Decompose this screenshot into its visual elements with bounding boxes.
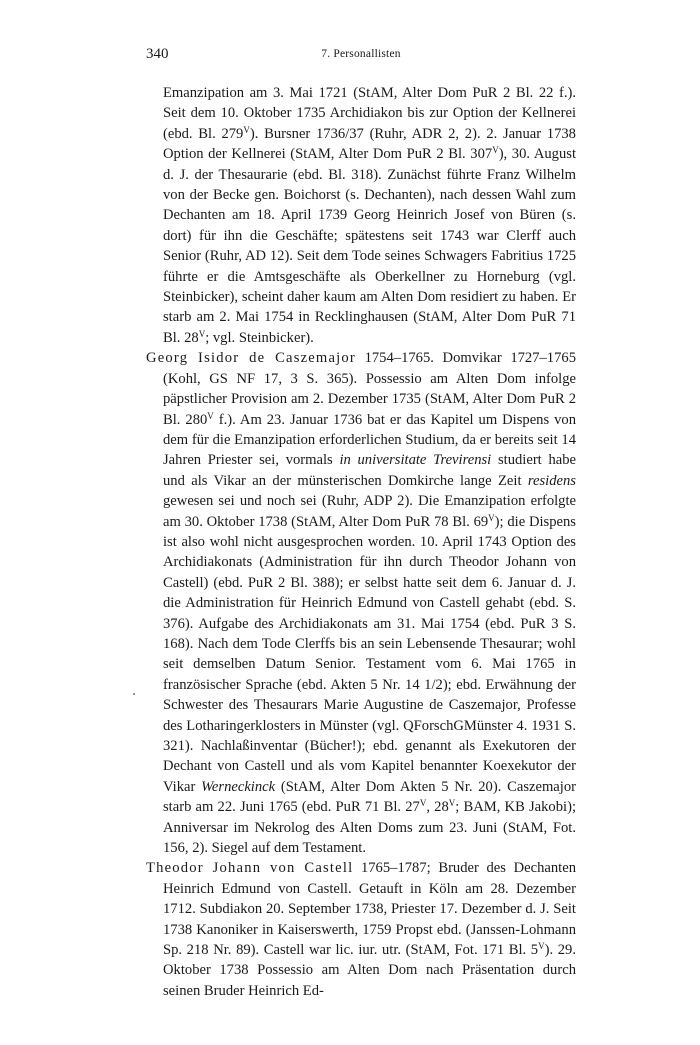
running-title: 7. Personallisten: [321, 48, 401, 60]
paragraph-clerff-continued: [146, 83, 576, 348]
text-run: ), 30. August d. J. der Thesaurarie (ebd. Bl. 318). Zunächst führte Franz Wilhelm von der Becke gen. Boichorst (s. Dechanten), nach dessen Wahl zum Dechanten am 18. April 1739 Georg Heinrich Josef von Büren (s. dort) für ihn die Geschäfte; spätestens seit 1743 war Clerff auch Senior (Ruhr, AD 12). Seit dem Tode seines Schwagers Fabritius 1725 führte er die Amtsgeschäfte als Oberkellner zu Horneburg (vgl. Steinbicker), scheint daher kaum am Alten Dom residiert zu haben. Er starb am 2. Mai 1754 in Recklinghausen (StAM, Alter Dom PuR 71 Bl. 28: [163, 146, 576, 346]
margin-mark: [133, 693, 135, 695]
superscript: V: [419, 798, 427, 809]
person-name: Georg Isidor de Caszemajor: [146, 350, 356, 367]
entry-caszemajor: [146, 348, 576, 858]
superscript: V: [207, 410, 214, 421]
superscript: V: [488, 512, 495, 523]
page-header: [146, 46, 576, 66]
italic-phrase: Werneckinck: [201, 778, 276, 795]
text-run: ); die Dispens ist also wohl nicht ausgesprochen worden. 10. April 1743 Option des Archidiakonats (Administration für ihn durch Theodor Johann von Castell) (ebd. PuR 2 Bl. 388); er selbst hatte seit dem 6. Januar d. J. die Administration für Heinrich Edmund von Castell gehabt (ebd. S. 376). Aufgabe des Archidiakonats am 31. Mai 1754 (ebd. PuR 3 S. 168). Nach dem Tode Clerffs bis an sein Lebensende Thesaurar; wohl seit demselben Datum Senior. Testament vom 6. Mai 1765 in französischer Sprache (ebd. Akten 5 Nr. 14 1/2); ebd. Erwähnung der Schwester des Thesaurars Marie Augustine de Caszemajor, Professe des Lotharingerklosters in Münster (vgl. QForschGMünster 4. 1931 S. 321). Nachlaßinventar (Bücher!); ebd. genannt als Exekutoren der Dechant von Castell und als vom Kapitel benannter Koexekutor der Vikar: [163, 513, 576, 795]
page-number: 340: [146, 46, 169, 62]
text-run: studiert habe und als Vikar an der münsterischen Domkirche lange Zeit: [163, 452, 576, 489]
text-run: (StAM, Alter Dom Akten 5 Nr. 20). Caszemajor starb am 22. Juni 1765 (ebd. PuR 71 Bl. 27: [163, 778, 576, 816]
text-run: Emanzipation am 3. Mai 1721 (StAM, Alter Dom PuR 2 Bl. 22 f.). Seit dem 10. Oktober 1735 Archidiakon bis zur Option der Kellnerei (ebd. Bl. 279: [163, 85, 576, 142]
superscript: V: [538, 941, 545, 952]
text-run: ; vgl. Steinbicker).: [205, 329, 314, 346]
text-run: gewesen sei und noch sei (Ruhr, ADP 2). Die Emanzipation erfolgte am 30. Oktober 1738 (StAM, Alter Dom PuR 78 Bl. 69: [163, 493, 576, 530]
superscript: V: [243, 124, 250, 135]
italic-phrase: residens: [527, 472, 576, 489]
text-run: ). 29. Oktober 1738 Possessio am Alten Dom nach Präsentation durch seinen Bruder Heinrich Ed-: [163, 942, 576, 999]
text-run: , 28: [426, 799, 449, 816]
text-run: ; BAM, KB Jakobi); Anniversar im Nekrolog des Alten Doms zum 23. Juni (StAM, Fot. 156, 2). Siegel auf dem Testament.: [163, 799, 576, 857]
text-run: 1754–1765. Domvikar 1727–1765 (Kohl, GS NF 17, 3 S. 365). Possessio am Alten Dom infolge päpstlicher Provision am 2. Dezember 1735 (StAM, Alter Dom PuR 2 Bl. 280: [163, 350, 576, 428]
text-run: ). Bursner 1736/37 (Ruhr, ADR 2, 2). 2. Januar 1738 Option der Kellnerei (StAM, Alter Dom PuR 2 Bl. 307: [163, 125, 576, 163]
superscript: V: [492, 145, 499, 156]
text-run: 1765–1787; Bruder des Dechanten Heinrich Edmund von Castell. Getauft in Köln am 28. Dezember 1712. Subdiakon 20. September 1738, Priester 17. Dezember d. J. Seit 1738 Kanoniker in Kaiserswerth, 1759 Propst ebd. (Janssen-Lohmann Sp. 218 Nr. 89). Castell war lic. iur. utr. (StAM, Fot. 171 Bl. 5: [163, 860, 576, 959]
italic-phrase: in universitate Trevirensi: [339, 452, 492, 469]
text-run: f.). Am 23. Januar 1736 bat er das Kapitel um Dispens von dem für die Emanzipation erforderlichen Studium, da er bereits seit 14 Jahren Priester sei, vormals: [163, 411, 576, 469]
person-name: Theodor Johann von Castell: [146, 860, 354, 877]
body-text: [146, 83, 576, 1001]
entry-castell: [146, 858, 576, 1001]
superscript: V: [448, 798, 456, 809]
superscript: V: [198, 328, 206, 339]
